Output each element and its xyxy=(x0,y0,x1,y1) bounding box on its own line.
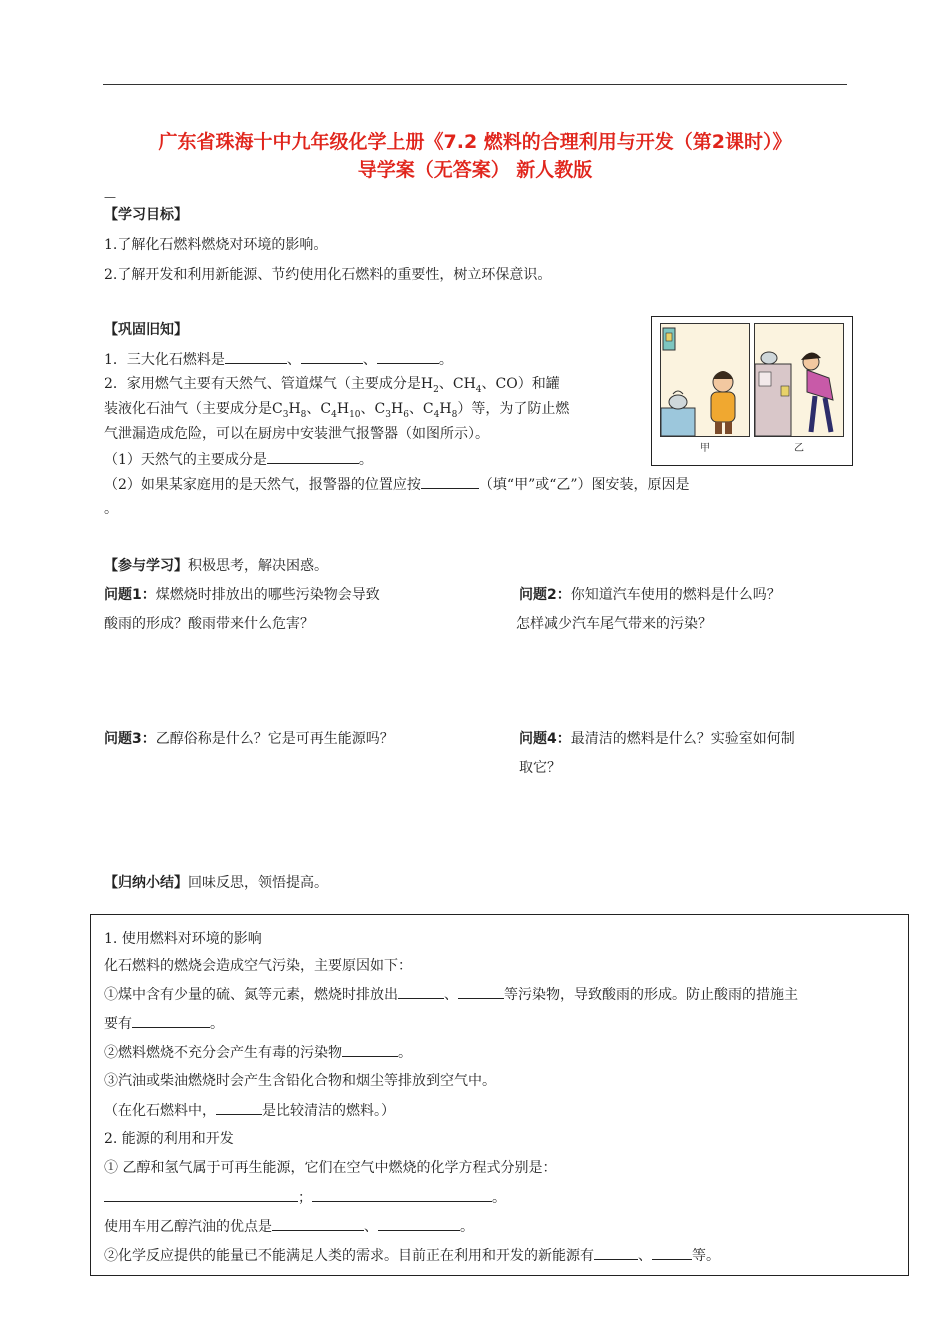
summary-s2-a: ① 乙醇和氢气属于可再生能源，它们在空气中燃烧的化学方程式分别是： xyxy=(104,1160,557,1176)
summary-s1-b: ②燃料燃烧不充分会产生有毒的污染物 。 xyxy=(104,1042,412,1063)
review-heading: 【巩固旧知】 xyxy=(104,322,188,338)
answer-blank[interactable] xyxy=(378,1216,460,1231)
answer-blank[interactable] xyxy=(652,1245,692,1260)
goals-heading: 【学习目标】 xyxy=(104,207,188,223)
answer-blank[interactable] xyxy=(594,1245,638,1260)
summary-s1-c: ③汽油或柴油燃烧时会产生含铅化合物和烟尘等排放到空气中。 xyxy=(104,1073,496,1089)
answer-blank[interactable] xyxy=(342,1042,398,1057)
review-q2-line1: 2．家用燃气主要有天然气、管道煤气（主要成分是$H_2$、$CH_4$、CO）和罐 xyxy=(104,376,560,395)
figure-label-yi: 乙 xyxy=(794,443,804,454)
title-line-1: 广东省珠海十中九年级化学上册《7.2 燃料的合理利用与开发（第2课时）》 xyxy=(158,131,792,153)
answer-blank[interactable] xyxy=(301,349,363,364)
summary-s1-intro: 化石燃料的燃烧会造成空气污染，主要原因如下： xyxy=(104,958,412,974)
answer-blank[interactable] xyxy=(272,1216,364,1231)
answer-blank[interactable] xyxy=(398,984,444,999)
summary-s2-equations: ； 。 xyxy=(104,1187,506,1208)
kitchen-illustration-yi xyxy=(755,324,843,436)
gas-alarm-figure xyxy=(651,316,853,466)
participate-heading: 【参与学习】积极思考，解决困惑。 xyxy=(104,558,328,574)
answer-blank[interactable] xyxy=(267,449,359,464)
equation-blank[interactable] xyxy=(104,1187,298,1202)
review-sub2-wrap: 。 xyxy=(104,501,118,517)
summary-s1-a: ①煤中含有少量的硫、氮等元素，燃烧时排放出 、 等污染物，导致酸雨的形成。防止酸雨的措施主 xyxy=(104,984,798,1005)
summary-s2-b: 使用车用乙醇汽油的优点是 、 。 xyxy=(104,1216,474,1237)
dash-mark: — xyxy=(104,190,116,204)
question-2-line2: 怎样减少汽车尾气带来的污染？ xyxy=(516,616,712,632)
summary-s1-title: 1. 使用燃料对环境的影响 xyxy=(104,931,262,947)
answer-blank[interactable] xyxy=(458,984,504,999)
summary-s2-c: ②化学反应提供的能量已不能满足人类的需求。目前正在利用和开发的新能源有 、 等。 xyxy=(104,1245,720,1266)
kitchen-illustration-jia xyxy=(661,324,749,436)
review-sub1: （1）天然气的主要成分是 。 xyxy=(104,449,373,470)
review-q2-line3: 气泄漏造成危险，可以在厨房中安装泄气报警器（如图所示）。 xyxy=(104,426,489,442)
title-line-2: 导学案（无答案） 新人教版 xyxy=(357,159,593,181)
review-q1: 1．三大化石燃料是 、 、 。 xyxy=(104,349,453,370)
question-4: 问题4：最清洁的燃料是什么？实验室如何制 xyxy=(519,731,795,747)
answer-blank[interactable] xyxy=(377,349,439,364)
answer-blank[interactable] xyxy=(216,1100,262,1115)
review-sub2: （2）如果某家庭用的是天然气，报警器的位置应按 （填“甲”或“乙”）图安装，原因是 xyxy=(104,474,690,495)
panel-yi xyxy=(754,323,844,437)
figure-label-jia: 甲 xyxy=(700,443,710,454)
summary-s1-d: （在化石燃料中， 是比较清洁的燃料。） xyxy=(104,1100,395,1121)
answer-blank[interactable] xyxy=(132,1013,210,1028)
goal-item-2: 2.了解开发和利用新能源、节约使用化石燃料的重要性，树立环保意识。 xyxy=(104,267,552,283)
top-rule xyxy=(103,84,847,85)
review-q2-line2: 装液化石油气（主要成分是$C_3H_8$、$C_4H_{10}$、$C_3H_6$、$C_4H_8$）等，为了防止燃 xyxy=(104,401,570,420)
question-1: 问题1：煤燃烧时排放出的哪些污染物会导致 xyxy=(104,587,380,603)
question-3: 问题3：乙醇俗称是什么？它是可再生能源吗？ xyxy=(104,731,394,747)
question-1-line2: 酸雨的形成？酸雨带来什么危害？ xyxy=(104,616,314,632)
answer-blank[interactable] xyxy=(421,474,479,489)
equation-blank[interactable] xyxy=(312,1187,492,1202)
summary-s2-title: 2. 能源的利用和开发 xyxy=(104,1131,234,1147)
summary-heading: 【归纳小结】回味反思，领悟提高。 xyxy=(104,875,328,891)
question-2: 问题2：你知道汽车使用的燃料是什么吗？ xyxy=(519,587,781,603)
goal-item-1: 1.了解化石燃料燃烧对环境的影响。 xyxy=(104,237,328,253)
panel-jia xyxy=(660,323,750,437)
answer-blank[interactable] xyxy=(225,349,287,364)
document-title xyxy=(100,128,850,184)
question-4-line2: 取它？ xyxy=(519,760,561,776)
summary-s1-a-wrap: 要有 。 xyxy=(104,1013,224,1034)
